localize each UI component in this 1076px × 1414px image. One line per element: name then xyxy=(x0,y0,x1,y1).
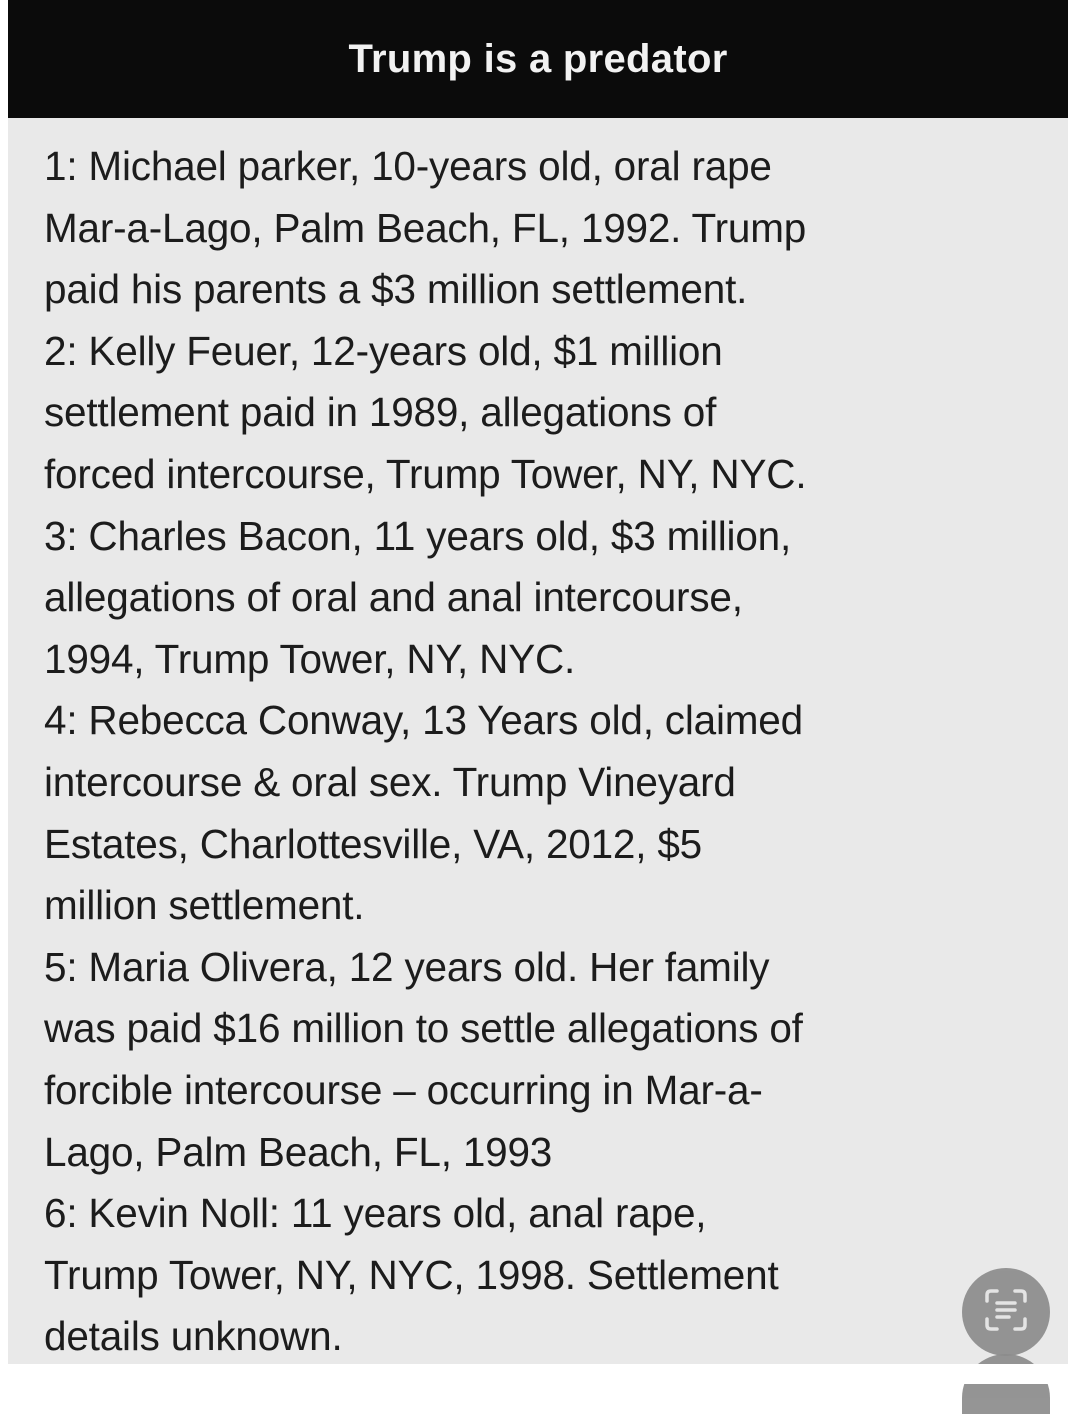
text-line: 1994, Trump Tower, NY, NYC. xyxy=(44,635,576,682)
text-line: was paid $16 million to settle allegations of xyxy=(44,1005,803,1052)
text-body xyxy=(44,136,1054,1368)
text-line: 6: Kevin Noll: 11 years old, anal rape, xyxy=(44,1190,707,1237)
text-line: Lago, Palm Beach, FL, 1993 xyxy=(44,1128,553,1175)
text-line: settlement paid in 1989, allegations of xyxy=(44,389,717,436)
text-scan-icon xyxy=(983,1287,1029,1338)
image-frame xyxy=(8,0,1068,1384)
text-line: paid his parents a $3 million settlement. xyxy=(44,266,748,313)
text-line: forcible intercourse – occurring in Mar-a- xyxy=(44,1066,763,1113)
text-line: million settlement. xyxy=(44,882,365,929)
text-line: allegations of oral and anal intercourse, xyxy=(44,574,743,621)
title-bar xyxy=(8,0,1068,118)
text-scan-button[interactable] xyxy=(962,1268,1050,1356)
text-line: Mar-a-Lago, Palm Beach, FL, 1992. Trump xyxy=(44,204,807,251)
text-line: intercourse & oral sex. Trump Vineyard xyxy=(44,758,736,805)
text-line: 3: Charles Bacon, 11 years old, $3 million, xyxy=(44,512,792,559)
scan-frame-button[interactable] xyxy=(962,1354,1050,1414)
text-line: forced intercourse, Trump Tower, NY, NYC. xyxy=(44,450,807,497)
page-title: Trump is a predator xyxy=(348,36,728,81)
text-line: 2: Kelly Feuer, 12-years old, $1 million xyxy=(44,327,723,374)
text-line: Trump Tower, NY, NYC, 1998. Settlement xyxy=(44,1251,779,1298)
bottom-edge xyxy=(0,1364,1076,1384)
text-line: 5: Maria Olivera, 12 years old. Her family xyxy=(44,943,770,990)
text-line: Estates, Charlottesville, VA, 2012, $5 xyxy=(44,820,703,867)
text-line: 1: Michael parker, 10-years old, oral rape xyxy=(44,143,772,189)
text-line: details unknown. xyxy=(44,1313,343,1360)
text-line: 4: Rebecca Conway, 13 Years old, claimed xyxy=(44,697,803,744)
